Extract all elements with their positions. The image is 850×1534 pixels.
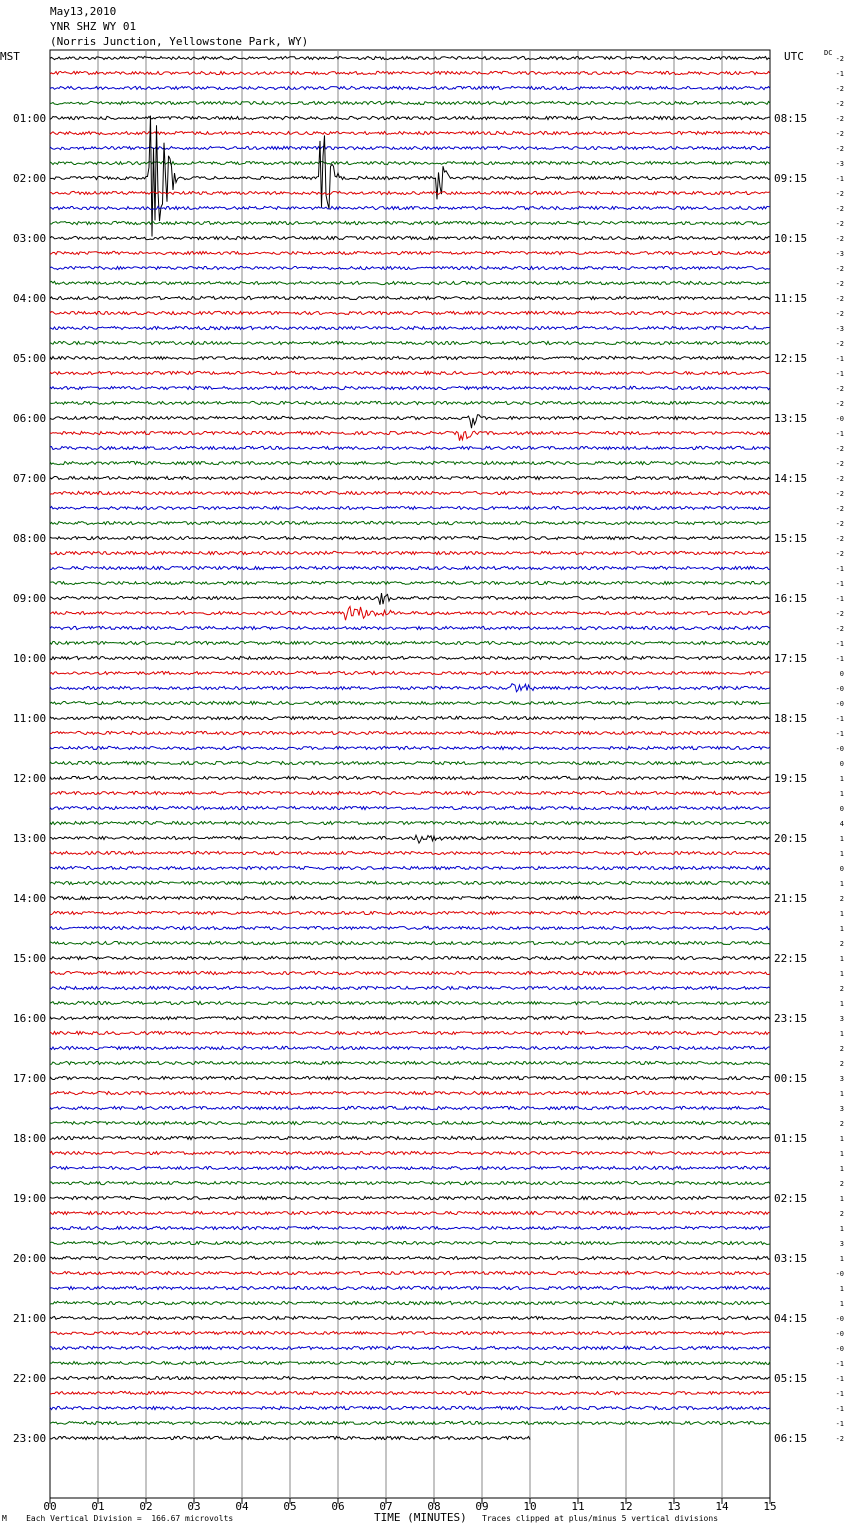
dc-offset-label: -1 [835,595,844,603]
x-tick-label: 14 [715,1500,729,1513]
dc-offset-label: -2 [835,340,844,348]
seismic-trace [50,851,770,854]
seismic-trace [50,491,770,494]
x-tick-label: 15 [763,1500,777,1513]
dc-offset-label: -2 [835,550,844,558]
seismic-trace [50,116,770,119]
dc-offset-label: 3 [839,1105,844,1113]
clip-note: Traces clipped at plus/minus 5 vertical divisions [482,1514,719,1523]
utc-hour-label: 16:15 [774,592,808,605]
dc-offset-label: -2 [835,520,844,528]
dc-offset-label: 4 [839,820,844,828]
seismic-trace [50,1076,770,1079]
dc-offset-label: 3 [839,1240,844,1248]
dc-offset-label: -2 [835,130,844,138]
utc-hour-label: 03:15 [774,1252,808,1265]
dc-offset-label: -2 [835,145,844,153]
seismic-trace [50,1271,770,1274]
scale-mark: M [2,1514,7,1523]
dc-offset-label: 2 [839,1045,844,1053]
dc-offset-label: 1 [839,1000,844,1008]
seismic-trace [50,716,770,719]
dc-offset-label: 1 [839,1195,844,1203]
dc-label: DC [824,49,833,57]
utc-hour-label: 15:15 [774,532,808,545]
seismic-trace [50,911,770,914]
dc-offset-label: -2 [835,190,844,198]
seismic-trace [50,266,770,269]
x-tick-label: 07 [379,1500,393,1513]
seismic-trace [50,791,770,794]
x-tick-label: 11 [571,1500,585,1513]
x-axis-title: TIME (MINUTES) [374,1511,467,1524]
seismic-trace [50,1061,770,1064]
dc-offset-label: -1 [835,580,844,588]
seismic-trace [50,821,770,824]
seismic-trace [50,1346,770,1349]
dc-offset-label: -1 [835,1420,844,1428]
utc-hour-label: 08:15 [774,112,808,125]
seismic-trace [50,806,770,809]
dc-offset-label: -2 [835,220,844,228]
utc-hour-label: 19:15 [774,772,808,785]
mst-hour-label: 13:00 [13,832,47,845]
x-tick-label: 10 [523,1500,537,1513]
seismic-trace [50,296,770,299]
left-timezone-label: MST [0,50,20,63]
mst-hour-label: 16:00 [13,1012,47,1025]
seismic-trace [50,566,770,569]
dc-offset-label: 1 [839,1255,844,1263]
dc-offset-label: -2 [835,115,844,123]
dc-offset-label: 1 [839,910,844,918]
dc-offset-label: -0 [835,685,844,693]
dc-offset-label: 2 [839,1210,844,1218]
right-timezone-label: UTC [784,50,804,63]
mst-hour-label: 01:00 [13,112,47,125]
seismic-trace [50,881,770,884]
dc-offset-label: -3 [835,250,844,258]
mst-hour-label: 15:00 [13,952,47,965]
dc-offset-label: -1 [835,730,844,738]
seismic-trace [50,1241,770,1244]
dc-offset-label: 3 [839,1015,844,1023]
dc-offset-label: -2 [835,1435,844,1443]
seismic-trace [50,1211,770,1214]
seismic-trace [50,835,770,843]
mst-hour-label: 09:00 [13,592,47,605]
seismic-trace [50,641,770,644]
seismic-trace [50,956,770,959]
dc-offset-label: -2 [835,535,844,543]
seismic-trace [50,581,770,584]
utc-hour-label: 10:15 [774,232,808,245]
utc-hour-label: 22:15 [774,952,808,965]
dc-offset-label: -2 [835,55,844,63]
seismic-trace [50,431,770,441]
dc-offset-label: -2 [835,385,844,393]
seismic-trace [50,1256,770,1259]
date-label: May13,2010 [50,5,117,18]
dc-offset-label: -1 [835,1375,844,1383]
seismic-trace [50,1406,770,1409]
mst-hour-label: 12:00 [13,772,47,785]
dc-offset-label: -2 [835,460,844,468]
seismic-trace [50,731,770,734]
dc-offset-label: 0 [839,760,844,768]
mst-hour-label: 06:00 [13,412,47,425]
dc-offset-label: -0 [835,1270,844,1278]
dc-offset-label: -2 [835,100,844,108]
location-label: (Norris Junction, Yellowstone Park, WY) [50,35,309,48]
mst-hour-label: 05:00 [13,352,47,365]
x-tick-label: 02 [139,1500,153,1513]
dc-offset-label: -2 [835,505,844,513]
dc-offset-label: 1 [839,1030,844,1038]
utc-hour-label: 23:15 [774,1012,808,1025]
seismic-trace [50,896,770,899]
x-tick-label: 03 [187,1500,201,1513]
seismic-trace [50,746,770,749]
dc-offset-label: 0 [839,670,844,678]
dc-offset-label: -2 [835,625,844,633]
seismic-trace [50,86,770,89]
seismic-trace [50,356,770,359]
utc-hour-label: 14:15 [774,472,808,485]
dc-offset-label: 2 [839,1180,844,1188]
utc-hour-label: 01:15 [774,1132,808,1145]
dc-offset-label: 2 [839,1120,844,1128]
mst-hour-label: 08:00 [13,532,47,545]
dc-offset-label: 0 [839,805,844,813]
seismic-trace [50,1421,770,1424]
mst-hour-label: 23:00 [13,1432,47,1445]
dc-offset-label: 2 [839,895,844,903]
seismic-trace [50,1301,770,1304]
mst-hour-label: 17:00 [13,1072,47,1085]
seismic-trace [50,1361,770,1364]
dc-offset-label: -0 [835,1330,844,1338]
seismic-trace [50,1316,770,1319]
dc-offset-label: -1 [835,430,844,438]
dc-offset-label: -1 [835,565,844,573]
scale-text: Each Vertical Division = 166.67 microvolts [26,1514,234,1523]
seismic-trace [50,866,770,869]
dc-offset-label: 1 [839,1300,844,1308]
dc-offset-label: -2 [835,445,844,453]
seismic-trace [50,971,770,974]
dc-offset-label: 0 [839,865,844,873]
x-tick-label: 06 [331,1500,345,1513]
utc-hour-label: 21:15 [774,892,808,905]
dc-offset-label: -1 [835,1390,844,1398]
seismic-trace [50,1046,770,1049]
dc-offset-label: 1 [839,1150,844,1158]
dc-offset-label: 1 [839,775,844,783]
seismic-trace [50,1031,770,1034]
dc-offset-label: -1 [835,1405,844,1413]
station-label: YNR SHZ WY 01 [50,20,137,33]
dc-offset-label: -0 [835,700,844,708]
seismic-trace [50,656,770,659]
seismic-trace [50,671,770,674]
dc-offset-label: 1 [839,835,844,843]
dc-offset-label: -1 [835,70,844,78]
dc-offset-label: -2 [835,295,844,303]
dc-offset-label: 1 [839,790,844,798]
seismic-trace [50,101,770,104]
dc-offset-label: 1 [839,1090,844,1098]
dc-offset-label: -2 [835,310,844,318]
x-tick-label: 01 [91,1500,105,1513]
scale-footer [2,1514,233,1523]
mst-hour-label: 10:00 [13,652,47,665]
seismic-trace [50,761,770,764]
utc-hour-label: 02:15 [774,1192,808,1205]
mst-hour-label: 07:00 [13,472,47,485]
seismic-trace [50,281,770,284]
dc-offset-label: -2 [835,610,844,618]
mst-hour-label: 20:00 [13,1252,47,1265]
x-tick-label: 00 [43,1500,57,1513]
dc-offset-label: -2 [835,490,844,498]
seismic-trace [50,371,770,374]
seismic-trace [50,71,770,74]
mst-hour-label: 21:00 [13,1312,47,1325]
utc-hour-label: 05:15 [774,1372,808,1385]
dc-offset-label: -0 [835,415,844,423]
seismic-trace [50,1001,770,1004]
x-tick-label: 12 [619,1500,633,1513]
seismic-trace [50,161,770,164]
seismic-trace [50,551,770,554]
seismic-trace [50,221,770,224]
seismic-trace [50,1106,770,1109]
dc-offset-label: 2 [839,940,844,948]
x-tick-label: 08 [427,1500,441,1513]
seismic-trace [50,415,770,428]
seismic-trace [50,941,770,944]
utc-hour-label: 20:15 [774,832,808,845]
mst-hour-label: 19:00 [13,1192,47,1205]
seismic-trace [50,926,770,929]
seismic-trace [50,311,770,314]
dc-offset-label: 1 [839,970,844,978]
seismic-trace [50,401,770,404]
seismic-trace [50,1136,770,1139]
dc-offset-label: -3 [835,160,844,168]
seismic-trace [50,56,770,59]
seismic-trace [50,593,770,605]
mst-hour-label: 18:00 [13,1132,47,1145]
dc-offset-label: -0 [835,745,844,753]
seismic-trace [50,1226,770,1229]
dc-offset-label: -1 [835,715,844,723]
mst-hour-label: 11:00 [13,712,47,725]
seismic-trace [50,1091,770,1094]
seismic-trace [50,1016,770,1019]
dc-offset-label: 1 [839,955,844,963]
seismic-trace [50,684,770,692]
dc-offset-label: -1 [835,640,844,648]
dc-offset-label: 1 [839,850,844,858]
seismic-trace [50,536,770,539]
seismic-trace [50,1166,770,1169]
seismic-trace [50,506,770,509]
dc-offset-label: 1 [839,925,844,933]
seismic-trace [50,776,770,779]
dc-offset-label: 1 [839,1225,844,1233]
dc-offset-label: 3 [839,1075,844,1083]
seismic-trace [50,326,770,329]
dc-offset-label: 2 [839,1060,844,1068]
dc-offset-label: -1 [835,370,844,378]
utc-hour-label: 09:15 [774,172,808,185]
dc-offset-label: -3 [835,325,844,333]
dc-offset-label: 1 [839,880,844,888]
seismic-trace [50,131,770,134]
utc-hour-label: 12:15 [774,352,808,365]
seismic-trace [50,986,770,989]
dc-offset-label: -1 [835,175,844,183]
mst-hour-label: 02:00 [13,172,47,185]
dc-offset-label: -2 [835,265,844,273]
utc-hour-label: 18:15 [774,712,808,725]
seismic-trace [50,446,770,449]
seismic-trace [50,461,770,464]
seismic-trace [50,1151,770,1154]
x-tick-label: 09 [475,1500,489,1513]
seismic-trace [50,146,770,149]
seismic-trace [50,341,770,344]
seismic-trace [50,607,770,621]
seismic-trace [50,206,770,209]
dc-offset-label: -2 [835,85,844,93]
mst-hour-label: 04:00 [13,292,47,305]
seismic-trace [50,1181,770,1184]
dc-offset-label: -1 [835,1360,844,1368]
dc-offset-label: 2 [839,985,844,993]
seismic-trace [50,626,770,629]
utc-hour-label: 04:15 [774,1312,808,1325]
dc-offset-label: 1 [839,1135,844,1143]
seismic-trace [50,1196,770,1199]
utc-hour-label: 13:15 [774,412,808,425]
dc-offset-label: -2 [835,235,844,243]
utc-hour-label: 11:15 [774,292,808,305]
dc-offset-label: -2 [835,475,844,483]
seismic-trace [50,386,770,389]
utc-hour-label: 00:15 [774,1072,808,1085]
mst-hour-label: 14:00 [13,892,47,905]
dc-offset-label: -2 [835,280,844,288]
x-tick-label: 05 [283,1500,297,1513]
seismic-trace [50,1391,770,1394]
dc-offset-label: 1 [839,1165,844,1173]
seismic-trace [50,1376,770,1379]
seismic-trace [50,1286,770,1289]
seismic-trace [50,1121,770,1124]
mst-hour-label: 22:00 [13,1372,47,1385]
x-tick-label: 13 [667,1500,681,1513]
mst-hour-label: 03:00 [13,232,47,245]
utc-hour-label: 17:15 [774,652,808,665]
dc-offset-label: -2 [835,205,844,213]
utc-hour-label: 06:15 [774,1432,808,1445]
seismic-trace [50,1331,770,1334]
dc-offset-label: 1 [839,1285,844,1293]
dc-offset-label: -1 [835,655,844,663]
seismic-trace [50,521,770,524]
x-tick-label: 04 [235,1500,249,1513]
seismic-trace [50,476,770,479]
dc-offset-label: -1 [835,355,844,363]
dc-offset-label: -0 [835,1345,844,1353]
seismic-trace [50,251,770,254]
seismic-trace [50,701,770,704]
dc-offset-label: -0 [835,1315,844,1323]
seismic-trace [50,236,770,239]
dc-offset-label: -2 [835,400,844,408]
